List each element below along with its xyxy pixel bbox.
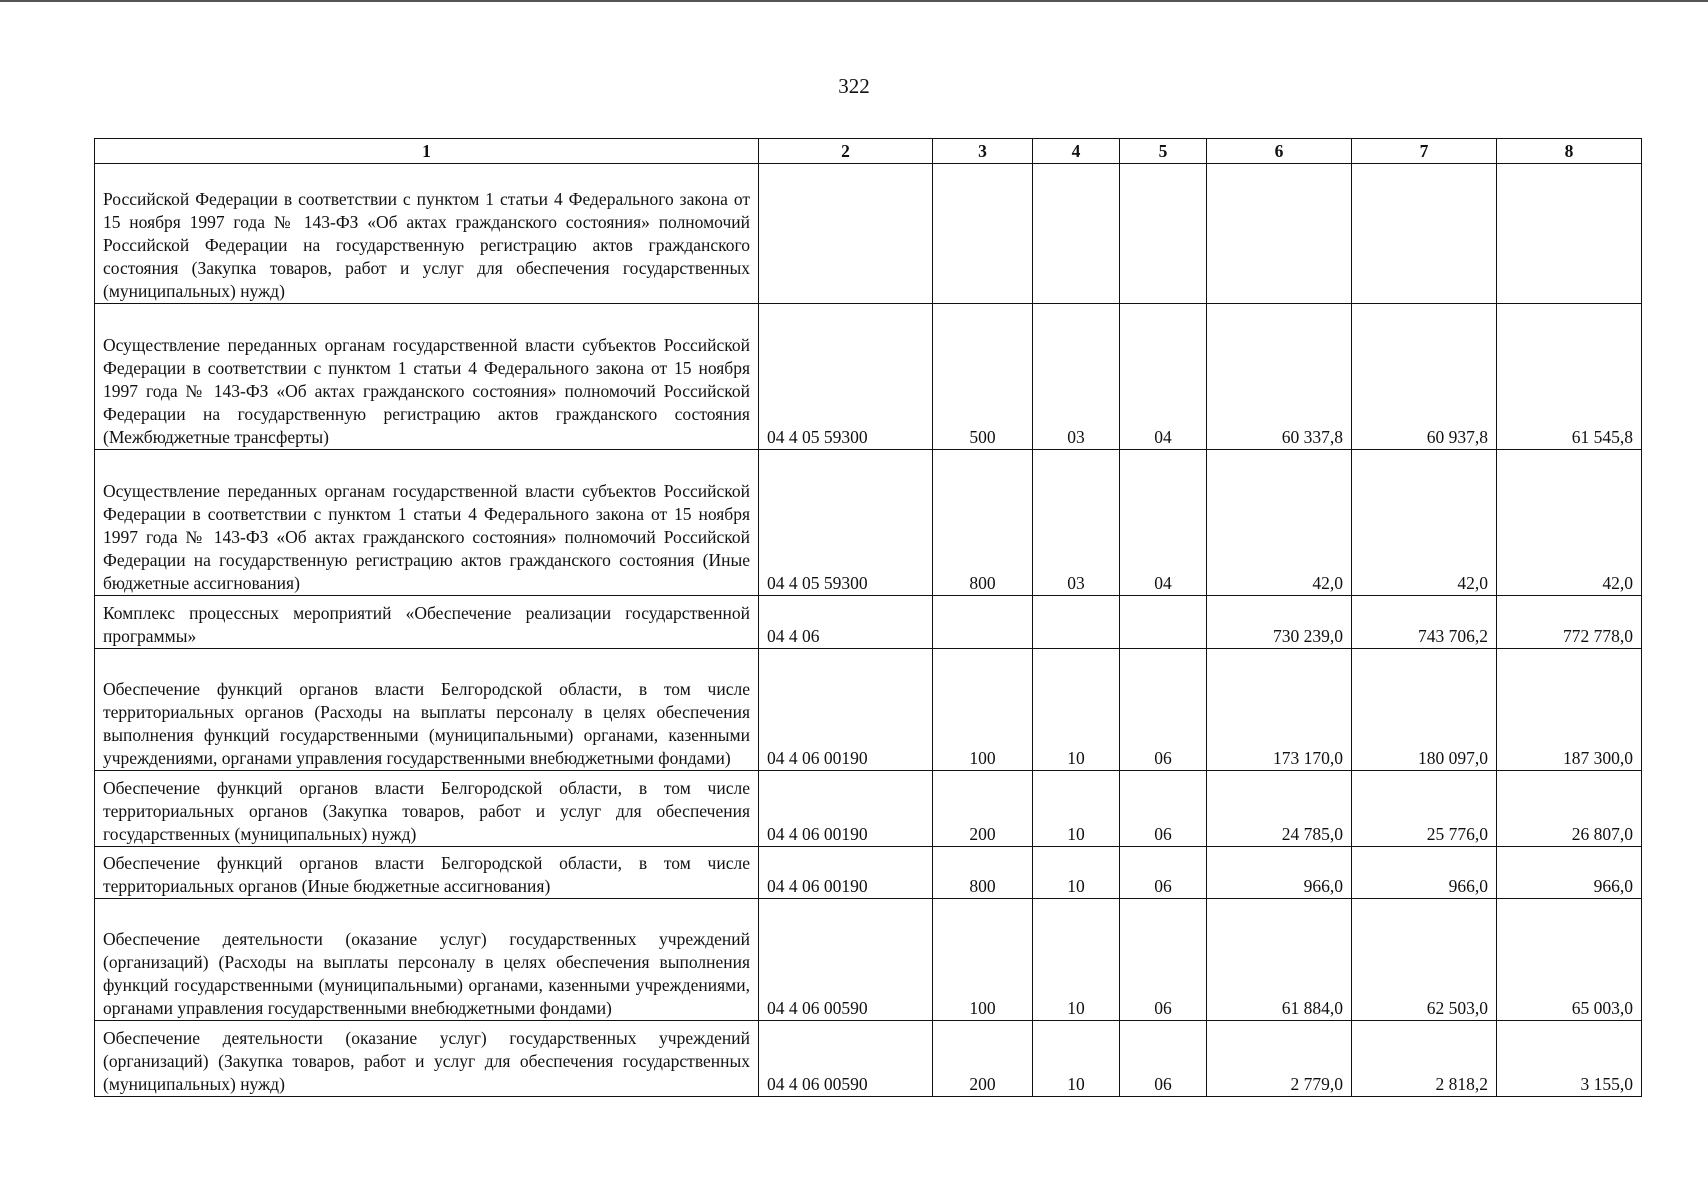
row-expense-type xyxy=(933,164,1033,304)
row-description: Обеспечение деятельности (оказание услуг) государственных учреждений (организаций) (Закупка товаров, работ и услуг для обеспечения государственных (муниципальных) нужд) xyxy=(95,1021,759,1097)
row-subsection: 04 xyxy=(1120,304,1207,450)
row-description: Осуществление переданных органам государственной власти субъектов Российской Федерации в соответствии с пунктом 1 статьи 4 Федерального закона от 15 ноября 1997 года № 143-ФЗ «Об актах гражданского состояния» полномочий Российской Федерации на государственную регистрацию актов гражданского состояния (Иные бюджетные ассигнования) xyxy=(95,450,759,596)
row-section: 10 xyxy=(1033,771,1120,847)
table-row xyxy=(95,596,1642,649)
header-col-2: 2 xyxy=(759,139,933,164)
row-amount-col7: 42,0 xyxy=(1352,450,1497,596)
header-row xyxy=(95,139,1642,164)
row-code: 04 4 06 00190 xyxy=(759,649,933,771)
row-subsection: 06 xyxy=(1120,771,1207,847)
top-rule xyxy=(0,0,1708,2)
row-section: 10 xyxy=(1033,847,1120,899)
row-amount-col6: 2 779,0 xyxy=(1207,1021,1352,1097)
header-col-1: 1 xyxy=(95,139,759,164)
row-amount-col8: 42,0 xyxy=(1497,450,1642,596)
header-col-7: 7 xyxy=(1352,139,1497,164)
row-code: 04 4 06 00590 xyxy=(759,1021,933,1097)
row-amount-col7: 743 706,2 xyxy=(1352,596,1497,649)
row-amount-col8: 772 778,0 xyxy=(1497,596,1642,649)
row-amount-col8: 3 155,0 xyxy=(1497,1021,1642,1097)
row-expense-type: 500 xyxy=(933,304,1033,450)
row-description: Комплекс процессных мероприятий «Обеспечение реализации государственной программы» xyxy=(95,596,759,649)
row-code: 04 4 05 59300 xyxy=(759,304,933,450)
row-amount-col8: 26 807,0 xyxy=(1497,771,1642,847)
header-col-3: 3 xyxy=(933,139,1033,164)
table-row xyxy=(95,1021,1642,1097)
row-expense-type: 200 xyxy=(933,771,1033,847)
row-expense-type: 800 xyxy=(933,450,1033,596)
row-amount-col7: 2 818,2 xyxy=(1352,1021,1497,1097)
row-description: Обеспечение деятельности (оказание услуг) государственных учреждений (организаций) (Расходы на выплаты персоналу в целях обеспечения выполнения функций государственными (муниципальными) органами, казенными учреждениями, органами управления государственными внебюджетными фондами) xyxy=(95,899,759,1021)
row-subsection: 06 xyxy=(1120,899,1207,1021)
row-code: 04 4 06 00190 xyxy=(759,771,933,847)
row-description: Обеспечение функций органов власти Белгородской области, в том числе территориальных органов (Расходы на выплаты персоналу в целях обеспечения выполнения функций государственными (муниципальными) органами, казенными учреждениями, органами управления государственными внебюджетными фондами) xyxy=(95,649,759,771)
row-amount-col8: 61 545,8 xyxy=(1497,304,1642,450)
header-col-4: 4 xyxy=(1033,139,1120,164)
row-code xyxy=(759,164,933,304)
table-row xyxy=(95,304,1642,450)
header-col-5: 5 xyxy=(1120,139,1207,164)
row-amount-col7: 62 503,0 xyxy=(1352,899,1497,1021)
row-section xyxy=(1033,164,1120,304)
row-description: Осуществление переданных органам государственной власти субъектов Российской Федерации в соответствии с пунктом 1 статьи 4 Федерального закона от 15 ноября 1997 года № 143-ФЗ «Об актах гражданского состояния» полномочий Российской Федерации на государственную регистрацию актов гражданского состояния (Межбюджетные трансферты) xyxy=(95,304,759,450)
row-subsection xyxy=(1120,596,1207,649)
header-col-8: 8 xyxy=(1497,139,1642,164)
row-section: 10 xyxy=(1033,649,1120,771)
row-amount-col7: 60 937,8 xyxy=(1352,304,1497,450)
row-code: 04 4 05 59300 xyxy=(759,450,933,596)
budget-table xyxy=(94,138,1642,1097)
row-amount-col8: 65 003,0 xyxy=(1497,899,1642,1021)
row-code: 04 4 06 00590 xyxy=(759,899,933,1021)
row-expense-type xyxy=(933,596,1033,649)
row-code: 04 4 06 xyxy=(759,596,933,649)
row-amount-col7 xyxy=(1352,164,1497,304)
row-section: 10 xyxy=(1033,1021,1120,1097)
page-number: 322 xyxy=(838,74,870,98)
row-subsection xyxy=(1120,164,1207,304)
row-section: 10 xyxy=(1033,899,1120,1021)
row-amount-col8 xyxy=(1497,164,1642,304)
row-description: Обеспечение функций органов власти Белгородской области, в том числе территориальных органов (Иные бюджетные ассигнования) xyxy=(95,847,759,899)
header-col-6: 6 xyxy=(1207,139,1352,164)
table-row xyxy=(95,847,1642,899)
row-amount-col6: 24 785,0 xyxy=(1207,771,1352,847)
row-subsection: 04 xyxy=(1120,450,1207,596)
table-row xyxy=(95,771,1642,847)
row-expense-type: 200 xyxy=(933,1021,1033,1097)
table-row xyxy=(95,450,1642,596)
row-amount-col6: 60 337,8 xyxy=(1207,304,1352,450)
row-expense-type: 100 xyxy=(933,649,1033,771)
row-description: Российской Федерации в соответствии с пунктом 1 статьи 4 Федерального закона от 15 ноября 1997 года № 143-ФЗ «Об актах гражданского состояния» полномочий Российской Федерации на государственную регистрацию актов гражданского состояния (Закупка товаров, работ и услуг для обеспечения государственных (муниципальных) нужд) xyxy=(95,164,759,304)
row-subsection: 06 xyxy=(1120,649,1207,771)
row-amount-col6: 730 239,0 xyxy=(1207,596,1352,649)
row-amount-col6: 966,0 xyxy=(1207,847,1352,899)
row-amount-col7: 180 097,0 xyxy=(1352,649,1497,771)
row-amount-col6: 173 170,0 xyxy=(1207,649,1352,771)
row-section: 03 xyxy=(1033,450,1120,596)
row-amount-col8: 187 300,0 xyxy=(1497,649,1642,771)
table-row xyxy=(95,899,1642,1021)
row-expense-type: 100 xyxy=(933,899,1033,1021)
row-section xyxy=(1033,596,1120,649)
row-section: 03 xyxy=(1033,304,1120,450)
table-row xyxy=(95,649,1642,771)
row-amount-col6: 42,0 xyxy=(1207,450,1352,596)
row-amount-col7: 25 776,0 xyxy=(1352,771,1497,847)
row-subsection: 06 xyxy=(1120,1021,1207,1097)
row-amount-col6 xyxy=(1207,164,1352,304)
row-code: 04 4 06 00190 xyxy=(759,847,933,899)
row-amount-col8: 966,0 xyxy=(1497,847,1642,899)
row-amount-col7: 966,0 xyxy=(1352,847,1497,899)
row-subsection: 06 xyxy=(1120,847,1207,899)
row-expense-type: 800 xyxy=(933,847,1033,899)
table-row xyxy=(95,164,1642,304)
row-amount-col6: 61 884,0 xyxy=(1207,899,1352,1021)
row-description: Обеспечение функций органов власти Белгородской области, в том числе территориальных органов (Закупка товаров, работ и услуг для обеспечения государственных (муниципальных) нужд) xyxy=(95,771,759,847)
